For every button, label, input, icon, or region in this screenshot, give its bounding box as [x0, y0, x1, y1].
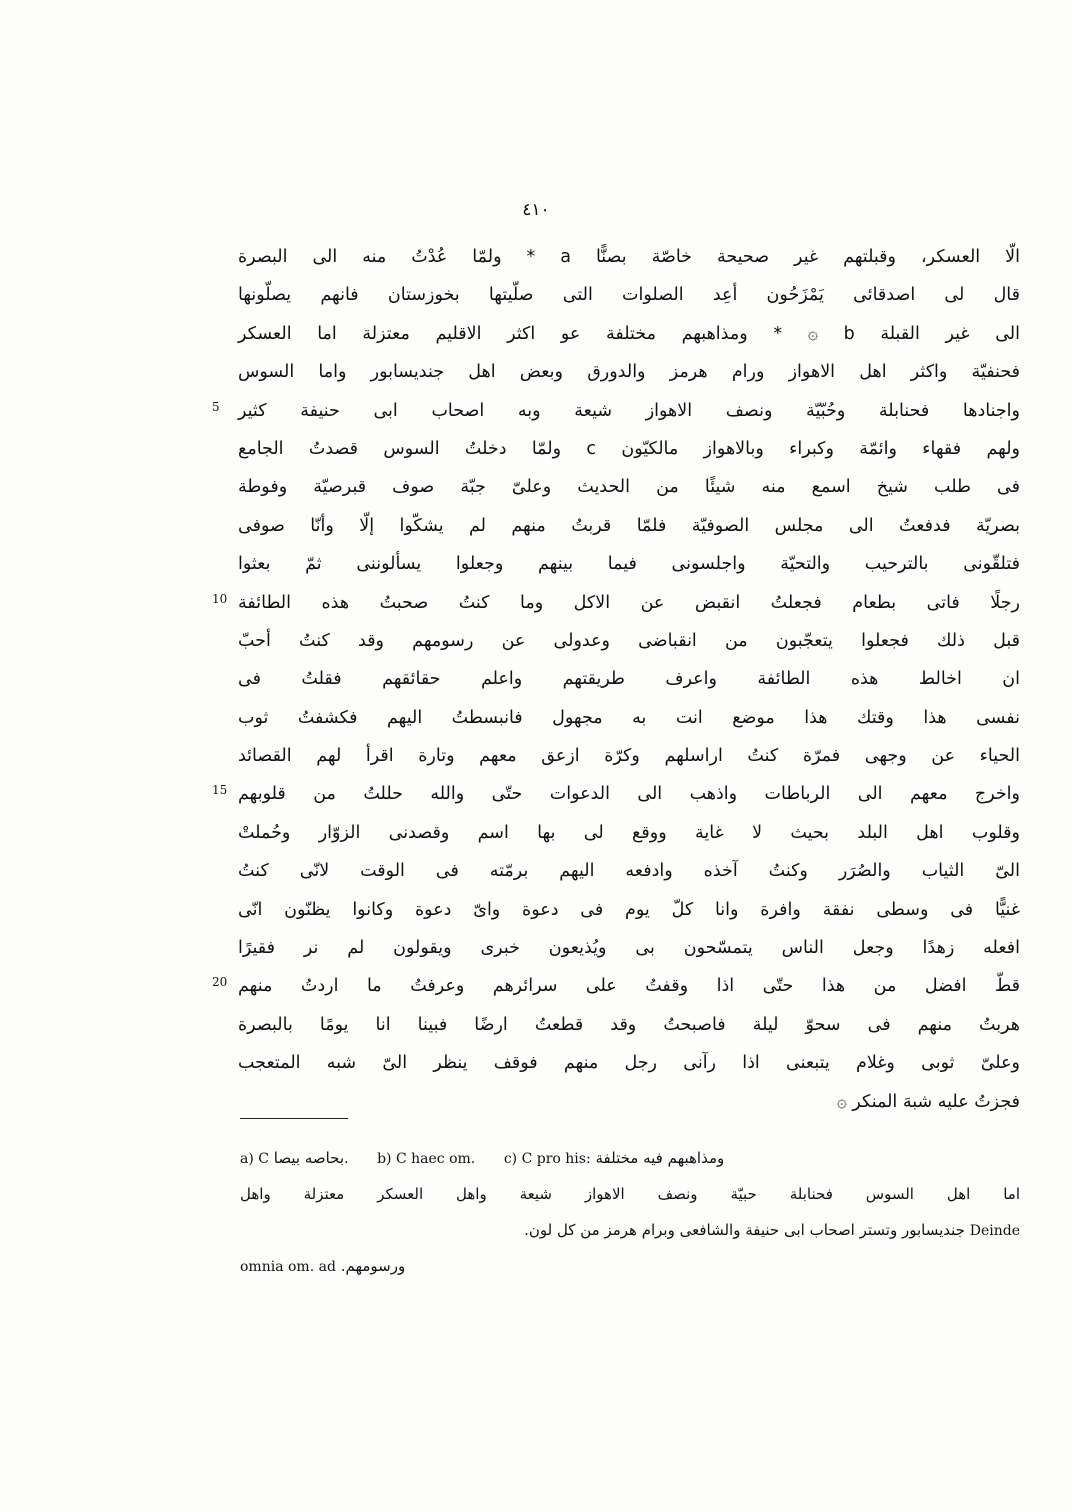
text-line: [212, 584, 1020, 622]
text-line: [212, 775, 1020, 813]
footnote-line-2: اما اهل السوس فحنابلة حبيّة ونصف الاهواز شيعة واهل العسكر معتزلة واهل: [240, 1185, 1020, 1203]
footnote-line-1: [240, 1140, 1020, 1176]
text-line: [238, 699, 1020, 737]
text-line: [238, 1083, 1020, 1121]
text-line-content: الىّ الثياب والصُرَر وكنتُ آخذه وادفعه اليهم برمّته فى الوقت لانّى كنتُ: [238, 861, 1020, 882]
footnote-line-3: [240, 1212, 1020, 1248]
footnote-a-tail: .: [344, 1151, 349, 1167]
text-line-content: افعله زهدًا وجعل الناس يتمسّحون بى ويُذيعون خبرى ويقولون لم نر فقيرًا: [238, 938, 1020, 959]
text-line: [238, 468, 1020, 506]
line-number: 15: [212, 783, 228, 798]
text-line: [238, 852, 1020, 890]
text-line: [212, 392, 1020, 430]
text-line-content: بصريّة فدفعتُ الى مجلس الصوفيّة فلمّا قربتُ منهم لم يشكّوا إلّا وأنّا صوفى: [238, 515, 1020, 536]
footnote-a-text: بحاصه بيصا: [273, 1149, 345, 1167]
text-line: [238, 660, 1020, 698]
text-line-content: واخرج معهم الى الرباطات واذهب الى الدعوات حتّى والله حللتُ من قلوبهم: [238, 784, 1020, 805]
text-line: [238, 1044, 1020, 1082]
footnotes-block: [240, 1140, 1020, 1284]
text-line-content: غنيًّا فى وسطى نفقة وافرة وانا كلّ يوم فى دعوة واىّ دعوة وكانوا يظنّون انّى: [238, 899, 1020, 920]
footnote-a-label: a) C: [240, 1151, 269, 1167]
text-line-content: الى غير القبلة b ۞ * ومذاهبهم مختلفة عو اكثر الاقليم معتزلة اما العسكر: [238, 323, 1021, 344]
footnote-line-3-latin: Deinde: [969, 1223, 1020, 1239]
text-line-content: وقلوب اهل البلد بحيث لا غاية ووقع لى بها اسم وقصدنى الزوّار وحُملتْ: [238, 822, 1020, 843]
text-line: [238, 238, 1020, 276]
footnote-line-4: [240, 1248, 1020, 1284]
text-line: [238, 891, 1020, 929]
text-line: [238, 737, 1020, 775]
text-line-content: فجزتُ عليه شبهَ المنكر ۞: [836, 1091, 1020, 1112]
text-line: [238, 315, 1020, 353]
text-line-content: ان اخالط هذه الطائفة واعرف طريقتهم واعلم حقائقهم فقلتُ فى: [238, 669, 1020, 690]
text-line: [212, 967, 1020, 1005]
line-number: 20: [212, 975, 228, 990]
main-text-block: [212, 238, 1021, 1121]
text-line-content: فى طلب شيخ اسمع منه شيئًا من الحديث وعلىّ جبّة صوف قبرصيّة وفوطة: [238, 477, 1020, 498]
footnote-line-4-latin: omnia om. ad: [240, 1259, 336, 1275]
text-line-content: ولهم فقهاء وائمّة وكبراء وبالاهواز مالكيّون c ولمّا دخلتُ السوس قصدتُ الجامع: [238, 438, 1020, 459]
text-line-content: وعلىّ ثوبى وغلام يتبعنى اذا رآنى رجل منهم فوقف ينظر الىّ شبه المتعجب: [238, 1053, 1020, 1074]
text-line-content: فحنفيّة واكثر اهل الاهواز ورام هرمز والدورق وبعض اهل جنديسابور واما السوس: [238, 362, 1020, 383]
text-line-content: هربتُ منهم فى سحوّ ليلة فاصبحتُ وقد قطعتُ ارضًا فبينا انا يومًا بالبصرة: [238, 1014, 1020, 1035]
footnote-b: b) C haec om.: [377, 1151, 476, 1167]
text-line: [238, 622, 1020, 660]
text-line: [238, 1006, 1020, 1044]
page-number: ٤١٠: [522, 200, 550, 220]
text-line: [238, 929, 1020, 967]
footnote-line-4-arabic: ورسومهم.: [340, 1257, 406, 1275]
text-line: [238, 814, 1020, 852]
text-line-content: نفسى هذا وقتك هذا موضع انت به مجهول فانبسطتُ اليهم فكشفتُ ثوب: [238, 707, 1020, 728]
footnote-divider: [240, 1118, 348, 1119]
footnote-c-label: c) C pro his:: [503, 1151, 591, 1167]
text-line: [238, 353, 1020, 391]
footnote-c-arabic: ومذاهبهم فيه مختلفة: [595, 1149, 725, 1167]
text-line: [238, 545, 1020, 583]
text-line-content: رجلًا فاتى بطعام فجعلتُ انقبض عن الاكل وما كنتُ صحبتُ هذه الطائفة: [238, 592, 1020, 613]
line-number: 5: [212, 399, 220, 414]
footnote-line-3-arabic: جنديسابور وتستر اصحاب ابى حنيفة والشافعى وبرام هرمز من كل لون.: [524, 1221, 965, 1239]
text-line-content: قال لى اصدقائى يَمْزَحُون أعِد الصلوات التى صلّيتها بخوزستان فانهم يصلّونها: [238, 285, 1020, 306]
text-line-content: قبل ذلك فجعلوا يتعجّبون من انقباضى وعدولى عن رسومهم وقد كنتُ أحبّ: [238, 630, 1020, 651]
text-line-content: واجنادها فحنابلة وحُبّيّة ونصف الاهواز شيعة وبه اصحاب ابى حنيفة كثير: [238, 400, 1020, 421]
line-number: 10: [212, 591, 228, 606]
text-line-content: الّا العسكر، وقبلتهم غير صحيحة خاصّة بصنًّا a * ولمّا عُدْتُ منه الى البصرة: [238, 247, 1020, 267]
text-line: [238, 507, 1020, 545]
text-line-content: فتلقّونى بالترحيب والتحيّة واجلسونى فيما بينهم وجعلوا يسألوننى ثمّ بعثوا: [238, 554, 1020, 575]
text-line: [238, 276, 1020, 314]
text-line: [238, 430, 1020, 468]
text-line-content: الحياء عن وجهى فمرّة كنتُ اراسلهم وكرّة ازعق معهم وتارة اقرأ لهم القصائد: [238, 746, 1020, 767]
text-line-content: قطّ افضل من هذا حتّى اذا وقفتُ على سرائرهم وعرفتُ ما اردتُ منهم: [238, 976, 1020, 997]
